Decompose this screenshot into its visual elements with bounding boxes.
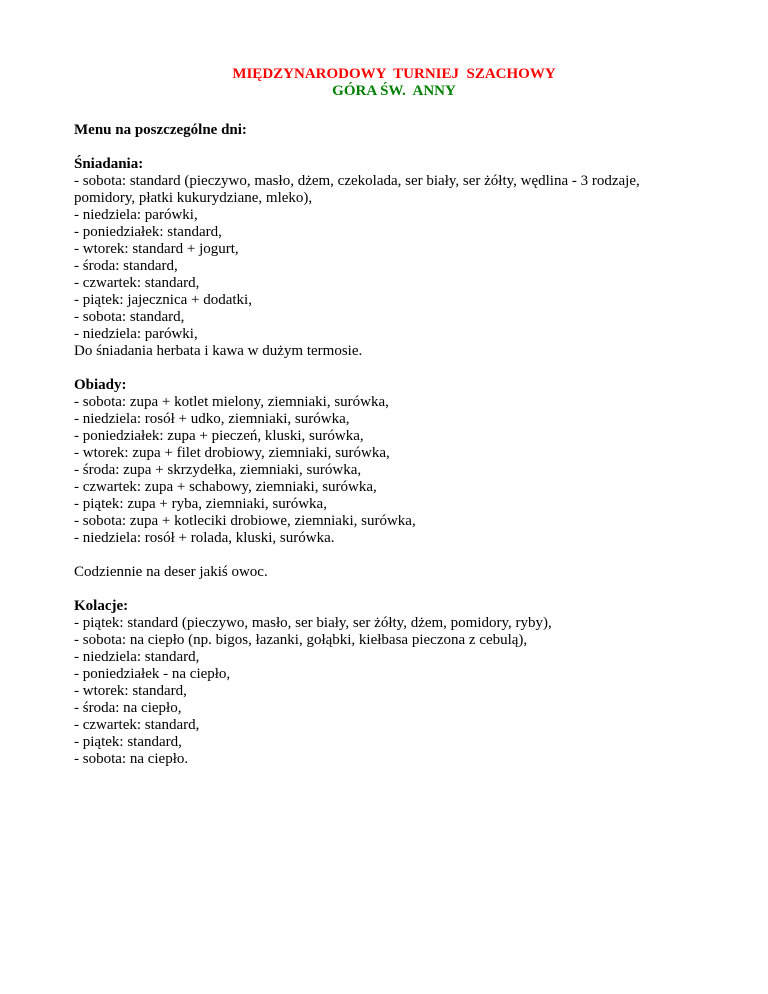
menu-line: - poniedziałek: standard, — [74, 224, 222, 240]
document-title — [74, 66, 714, 100]
menu-line: - niedziela: standard, — [74, 649, 200, 665]
menu-line: - wtorek: standard, — [74, 683, 187, 699]
menu-line: - czwartek: standard, — [74, 275, 200, 291]
section-sniadania — [74, 156, 714, 360]
menu-intro: Menu na poszczególne dni: — [74, 122, 247, 138]
menu-line: - niedziela: rosół + rolada, kluski, surówka. — [74, 530, 335, 546]
menu-line: - piątek: standard, — [74, 734, 182, 750]
kolacje-list — [74, 615, 714, 768]
menu-line: - poniedziałek: zupa + pieczeń, kluski, surówka, — [74, 428, 364, 444]
menu-line: - czwartek: zupa + schabowy, ziemniaki, surówka, — [74, 479, 377, 495]
title-line-2: GÓRA ŚW. ANNY — [332, 83, 456, 99]
menu-line: - wtorek: zupa + filet drobiowy, ziemniaki, surówka, — [74, 445, 390, 461]
menu-line: - środa: zupa + skrzydełka, ziemniaki, surówka, — [74, 462, 362, 478]
menu-line: - czwartek: standard, — [74, 717, 200, 733]
deser-note: Codziennie na deser jakiś owoc. — [74, 564, 268, 580]
menu-line: - sobota: standard, — [74, 309, 185, 325]
obiady-list — [74, 394, 714, 547]
menu-line: pomidory, płatki kukurydziane, mleko), — [74, 190, 313, 206]
menu-line: - piątek: standard (pieczywo, masło, ser biały, ser żółty, dżem, pomidory, ryby), — [74, 615, 552, 631]
title-line-1: MIĘDZYNARODOWY TURNIEJ SZACHOWY — [232, 66, 556, 82]
menu-line: - środa: standard, — [74, 258, 178, 274]
section-obiady — [74, 377, 714, 547]
menu-line: - sobota: zupa + kotlet mielony, ziemniaki, surówka, — [74, 394, 389, 410]
menu-line: - piątek: zupa + ryba, ziemniaki, surówka, — [74, 496, 327, 512]
menu-line: - sobota: na ciepło (np. bigos, łazanki, gołąbki, kiełbasa pieczona z cebulą), — [74, 632, 528, 648]
menu-line: - niedziela: parówki, — [74, 207, 198, 223]
menu-line: - sobota: zupa + kotleciki drobiowe, ziemniaki, surówka, — [74, 513, 416, 529]
document-page — [74, 66, 714, 768]
menu-line: - poniedziałek - na ciepło, — [74, 666, 231, 682]
section-kolacje — [74, 598, 714, 768]
kolacje-heading: Kolacje: — [74, 598, 129, 614]
menu-line: Do śniadania herbata i kawa w dużym termosie. — [74, 343, 363, 359]
menu-line: - piątek: jajecznica + dodatki, — [74, 292, 252, 308]
menu-line: - sobota: standard (pieczywo, masło, dżem, czekolada, ser biały, ser żółty, wędlina - 3 rodzaje, — [74, 173, 640, 189]
section-deser — [74, 564, 714, 581]
sniadania-heading: Śniadania: — [74, 156, 144, 172]
menu-line: - wtorek: standard + jogurt, — [74, 241, 239, 257]
obiady-heading: Obiady: — [74, 377, 127, 393]
menu-line: - sobota: na ciepło. — [74, 751, 189, 767]
sniadania-list — [74, 173, 714, 360]
menu-line: - niedziela: parówki, — [74, 326, 198, 342]
menu-line: - niedziela: rosół + udko, ziemniaki, surówka, — [74, 411, 350, 427]
menu-line: - środa: na ciepło, — [74, 700, 182, 716]
